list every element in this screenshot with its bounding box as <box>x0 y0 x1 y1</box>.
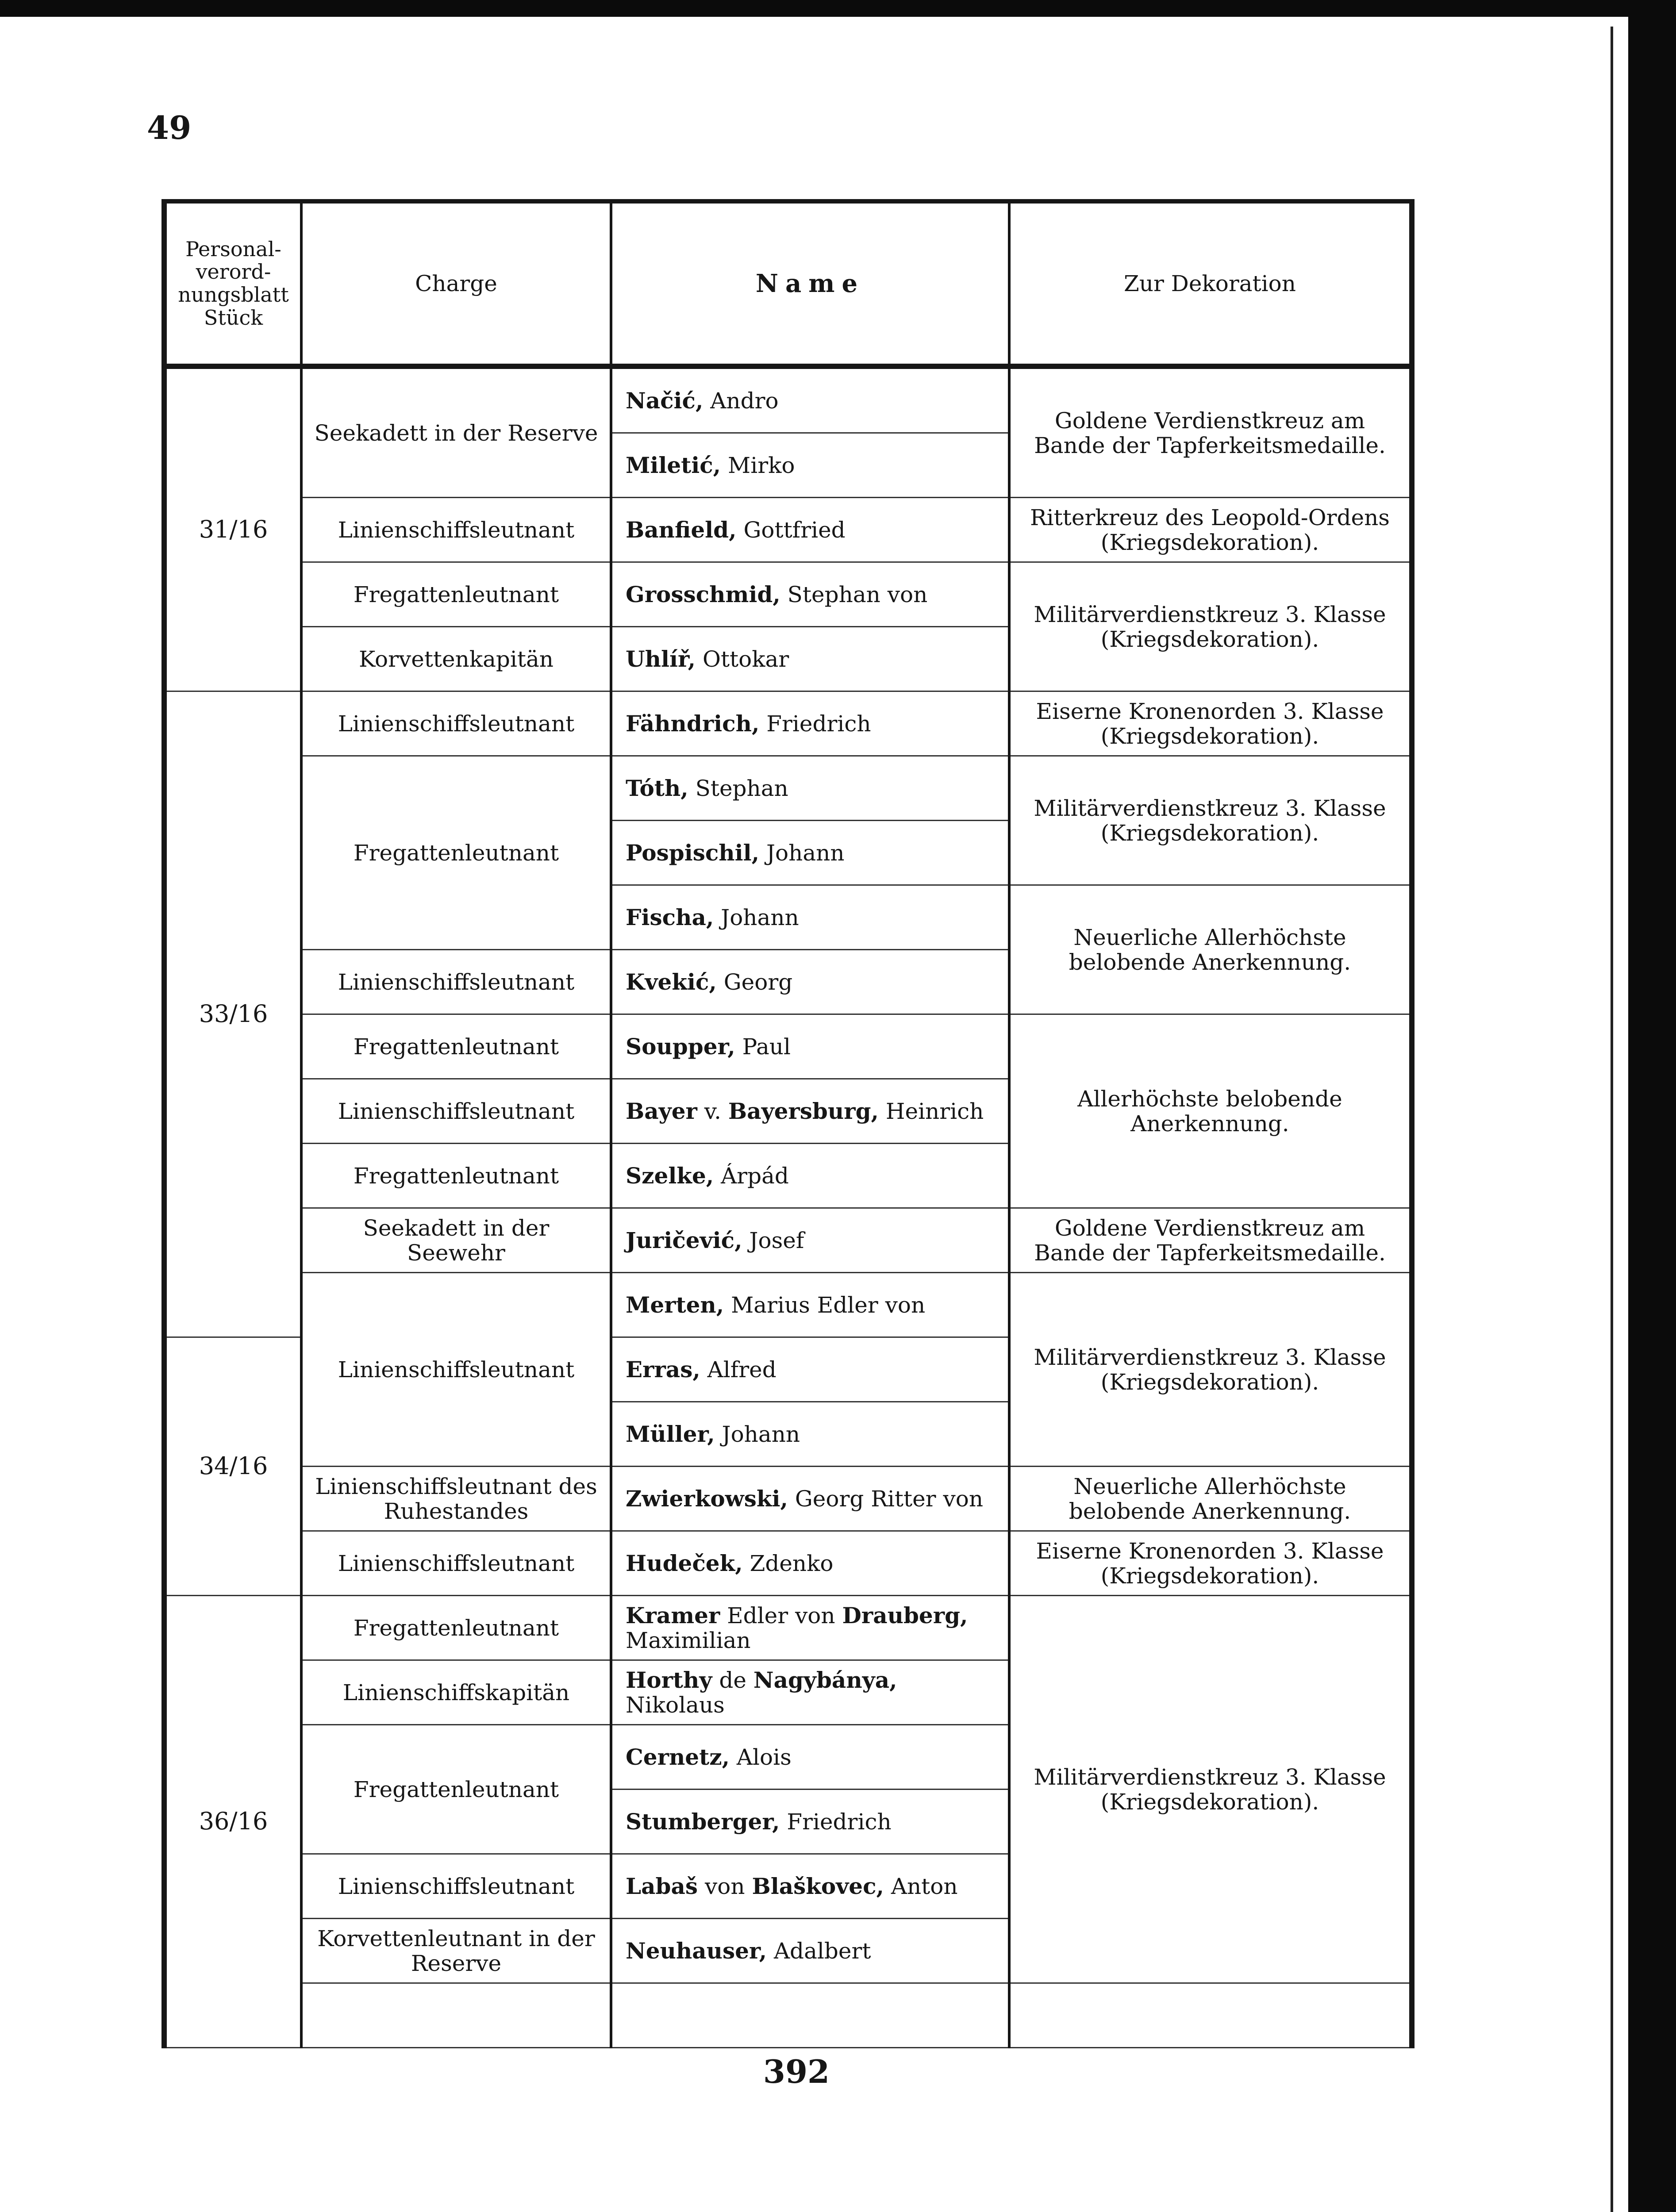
name-cell <box>611 1531 1009 1596</box>
surname: Fähndrich, <box>626 710 760 737</box>
dekoration-cell: Eiserne Kronenorden 3. Klasse (Kriegsdekoration). <box>1009 1531 1412 1596</box>
given-name: Johann <box>766 840 845 866</box>
charge-cell: Linienschiffsleutnant <box>301 691 611 756</box>
stueck-cell: 34/16 <box>164 1337 301 1596</box>
given-name: Gottfried <box>743 517 846 543</box>
surname: Neuhauser, <box>626 1937 767 1964</box>
charge-cell: Fregattenleutnant <box>301 1725 611 1854</box>
given-name: Edler von <box>727 1602 835 1628</box>
given-name: Árpád <box>721 1163 789 1189</box>
charge-cell: Korvettenleutnant in der Reserve <box>301 1919 611 1983</box>
name-cell <box>611 1208 1009 1273</box>
surname: Müller, <box>626 1421 715 1447</box>
given-name: Josef <box>749 1227 804 1253</box>
surname: Soupper, <box>626 1033 735 1060</box>
table-row <box>164 1596 1412 1660</box>
surname-2: Blaškovec, <box>752 1873 884 1899</box>
given-name: Anton <box>891 1873 958 1899</box>
charge-cell: Linienschiffsleutnant <box>301 950 611 1014</box>
given-name: Stephan <box>695 775 788 801</box>
name-cell <box>611 562 1009 627</box>
given-name: Alfred <box>707 1356 776 1382</box>
charge-cell: Linienschiffsleutnant des Ruhestandes <box>301 1467 611 1531</box>
surname-2: Drauberg, <box>842 1602 968 1628</box>
header-name: Name <box>611 201 1009 366</box>
charge-cell: Linienschiffsleutnant <box>301 1273 611 1467</box>
given-name: Johann <box>722 1421 800 1447</box>
charge-cell: Linienschiffsleutnant <box>301 498 611 562</box>
dekoration-cell: Militärverdienstkreuz 3. Klasse (Kriegsdekoration). <box>1009 756 1412 885</box>
table-row <box>164 562 1412 627</box>
given-name: Georg <box>723 969 793 995</box>
dekoration-cell: Neuerliche Allerhöchste belobende Anerkennung. <box>1009 885 1412 1014</box>
name-cell <box>611 1467 1009 1531</box>
table-row <box>164 1273 1412 1337</box>
surname: Načić, <box>626 387 703 414</box>
table-row-empty <box>164 1983 1412 2048</box>
name-cell <box>611 1144 1009 1208</box>
name-cell <box>611 756 1009 821</box>
charge-cell: Fregattenleutnant <box>301 1144 611 1208</box>
scan-border-top <box>0 0 1676 17</box>
surname: Uhlíř, <box>626 645 696 672</box>
given-name: Alois <box>736 1744 792 1770</box>
given-name-2: Maximilian <box>626 1627 751 1653</box>
table-row <box>164 1208 1412 1273</box>
name-cell <box>611 433 1009 498</box>
charge-cell: Fregattenleutnant <box>301 1596 611 1660</box>
name-cell <box>611 1790 1009 1854</box>
name-cell <box>611 1402 1009 1467</box>
stueck-cell: 36/16 <box>164 1596 301 2048</box>
surname: Tóth, <box>626 775 688 801</box>
dekoration-cell: Ritterkreuz des Leopold-Ordens (Kriegsdekoration). <box>1009 498 1412 562</box>
charge-cell: Fregattenleutnant <box>301 756 611 950</box>
name-particle: von <box>704 1873 745 1899</box>
surname: Grosschmid, <box>626 581 780 607</box>
dekoration-cell: Militärverdienstkreuz 3. Klasse (Kriegsdekoration). <box>1009 1596 1412 1983</box>
table-row <box>164 756 1412 821</box>
charge-cell: Seekadett in der Reserve <box>301 366 611 498</box>
header-charge: Charge <box>301 201 611 366</box>
name-cell <box>611 366 1009 433</box>
given-name: Andro <box>710 388 779 414</box>
header-stueck: Personal-verord-nungsblatt Stück <box>164 201 301 366</box>
charge-cell: Linienschiffsleutnant <box>301 1854 611 1919</box>
empty-cell <box>301 1983 611 2048</box>
charge-cell: Fregattenleutnant <box>301 562 611 627</box>
name-cell <box>611 821 1009 885</box>
charge-cell: Seekadett in der Seewehr <box>301 1208 611 1273</box>
name-cell <box>611 950 1009 1014</box>
header-row <box>164 201 1412 366</box>
given-name: Stephan von <box>787 581 928 607</box>
name-cell <box>611 885 1009 950</box>
table-row <box>164 1014 1412 1079</box>
surname: Bayer <box>626 1098 697 1124</box>
name-cell <box>611 1854 1009 1919</box>
surname: Erras, <box>626 1356 700 1382</box>
given-name: Mirko <box>728 452 795 478</box>
name-cell <box>611 1014 1009 1079</box>
table-row <box>164 498 1412 562</box>
header-dekoration: Zur Dekoration <box>1009 201 1412 366</box>
dekoration-cell: Neuerliche Allerhöchste belobende Anerkennung. <box>1009 1467 1412 1531</box>
decoration-register-table <box>161 199 1415 2048</box>
charge-cell: Linienschiffskapitän <box>301 1660 611 1725</box>
name-cell <box>611 1919 1009 1983</box>
charge-cell: Linienschiffsleutnant <box>301 1079 611 1144</box>
surname: Labaš <box>626 1873 698 1899</box>
surname: Kramer <box>626 1602 720 1628</box>
name-cell <box>611 498 1009 562</box>
dekoration-cell: Militärverdienstkreuz 3. Klasse (Kriegsdekoration). <box>1009 562 1412 691</box>
charge-cell: Korvettenkapitän <box>301 627 611 691</box>
surname: Hudeček, <box>626 1550 743 1576</box>
given-name: Friedrich <box>787 1809 892 1835</box>
name-particle: de <box>719 1667 746 1693</box>
surname: Zwierkowski, <box>626 1485 788 1512</box>
surname: Merten, <box>626 1291 724 1318</box>
name-cell <box>611 691 1009 756</box>
surname: Horthy <box>626 1667 712 1693</box>
surname: Pospischil, <box>626 839 760 866</box>
given-name: Nikolaus <box>626 1692 725 1718</box>
table-row <box>164 691 1412 756</box>
table-row <box>164 366 1412 433</box>
scan-page-edge <box>1611 27 1613 2212</box>
name-cell <box>611 1337 1009 1402</box>
dekoration-cell: Goldene Verdienstkreuz am Bande der Tapferkeitsmedaille. <box>1009 1208 1412 1273</box>
name-cell <box>611 1725 1009 1790</box>
surname: Szelke, <box>626 1162 714 1189</box>
given-name: Johann <box>721 904 799 930</box>
page-number: 49 <box>147 109 192 146</box>
name-cell <box>611 627 1009 691</box>
name-particle: v. <box>704 1098 721 1124</box>
footer-page-number: 392 <box>763 2053 830 2090</box>
dekoration-cell: Goldene Verdienstkreuz am Bande der Tapferkeitsmedaille. <box>1009 366 1412 498</box>
surname-2: Nagybánya, <box>753 1667 897 1693</box>
name-cell <box>611 1273 1009 1337</box>
given-name: Ottokar <box>702 646 789 672</box>
given-name: Adalbert <box>773 1938 871 1964</box>
surname: Banfield, <box>626 516 737 543</box>
given-name: Paul <box>742 1033 791 1060</box>
name-cell <box>611 1660 1009 1725</box>
name-cell <box>611 1079 1009 1144</box>
scan-border-right <box>1628 0 1676 2212</box>
given-name: Heinrich <box>885 1098 984 1124</box>
given-name: Friedrich <box>766 710 871 737</box>
table-row <box>164 1531 1412 1596</box>
dekoration-cell: Militärverdienstkreuz 3. Klasse (Kriegsdekoration). <box>1009 1273 1412 1467</box>
given-name: Georg Ritter von <box>795 1486 984 1512</box>
empty-cell <box>611 1983 1009 2048</box>
name-cell <box>611 1596 1009 1660</box>
surname: Miletić, <box>626 452 721 478</box>
dekoration-cell: Eiserne Kronenorden 3. Klasse (Kriegsdekoration). <box>1009 691 1412 756</box>
surname: Stumberger, <box>626 1808 780 1835</box>
table-row <box>164 1467 1412 1531</box>
surname: Fischa, <box>626 904 714 930</box>
given-name: Marius Edler von <box>731 1292 926 1318</box>
given-name: Zdenko <box>750 1550 834 1576</box>
empty-cell <box>1009 1983 1412 2048</box>
surname-2: Bayersburg, <box>728 1098 879 1124</box>
charge-cell: Linienschiffsleutnant <box>301 1531 611 1596</box>
stueck-cell: 31/16 <box>164 366 301 691</box>
surname: Cernetz, <box>626 1743 730 1770</box>
dekoration-cell: Allerhöchste belobende Anerkennung. <box>1009 1014 1412 1208</box>
surname: Kvekić, <box>626 968 717 995</box>
stueck-cell: 33/16 <box>164 691 301 1337</box>
charge-cell: Fregattenleutnant <box>301 1014 611 1079</box>
surname: Juričević, <box>626 1227 742 1253</box>
